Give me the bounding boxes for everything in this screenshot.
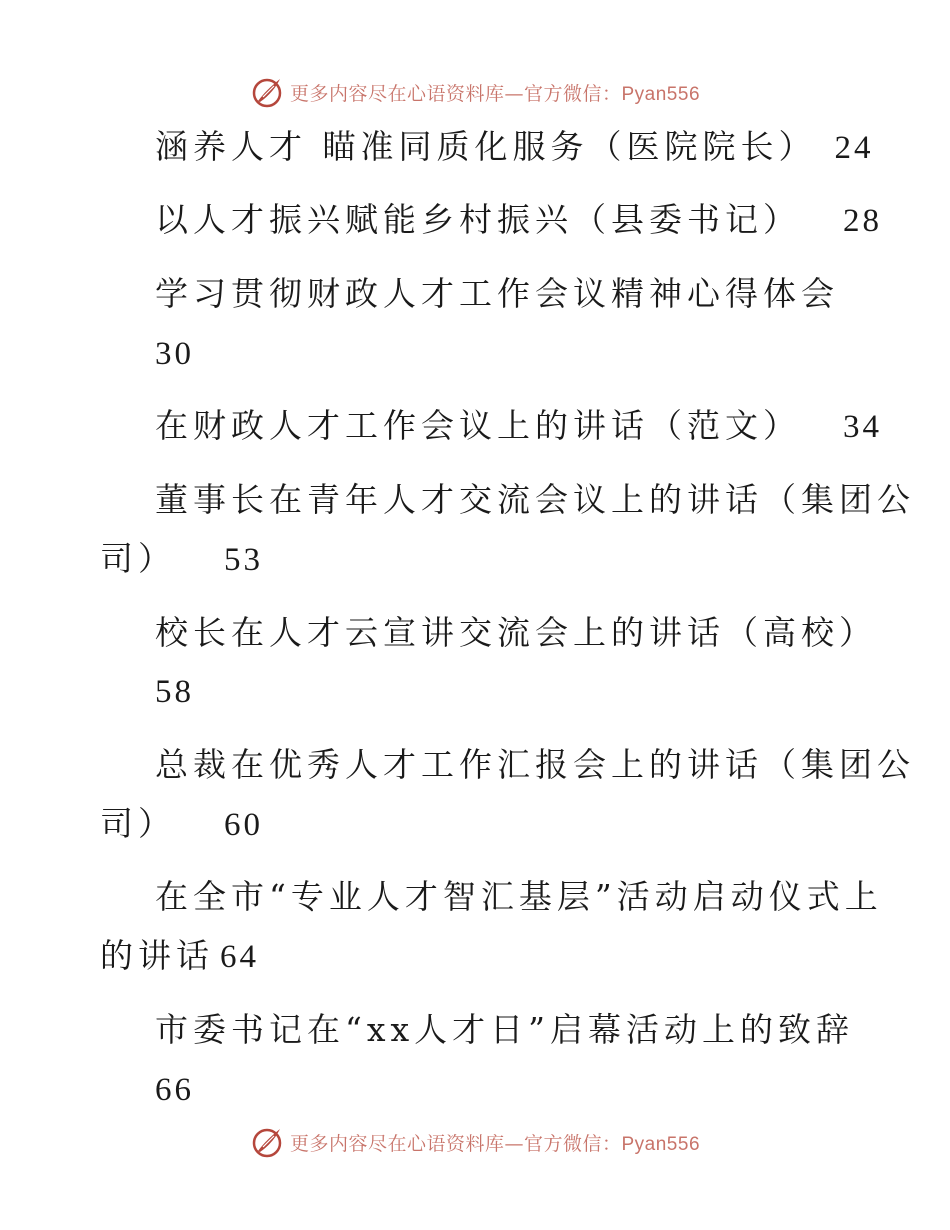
toc-entry-page: 53 xyxy=(224,542,263,578)
toc-entry[interactable] xyxy=(155,480,915,520)
toc-entry-page: 34 xyxy=(843,409,882,445)
toc-entry-page: 24 xyxy=(834,130,874,166)
toc-entry-page: 30 xyxy=(155,336,194,372)
quill-pen-logo-icon xyxy=(250,1125,284,1159)
toc-entry-page: 28 xyxy=(843,203,882,239)
toc-entry[interactable] xyxy=(155,1010,854,1050)
toc-entry[interactable] xyxy=(155,200,882,240)
quill-pen-logo-icon xyxy=(250,75,284,109)
toc-entry-title: 的讲话 xyxy=(100,936,214,975)
watermark-wechat-id: Pyan556 xyxy=(621,83,701,105)
watermark-text xyxy=(290,1129,700,1156)
toc-entry[interactable] xyxy=(155,613,877,653)
toc-entry-continued[interactable] xyxy=(100,804,263,844)
toc-entry-title: 以人才振兴赋能乡村振兴（县委书记） xyxy=(155,200,801,239)
toc-entry[interactable] xyxy=(155,406,882,446)
toc-entry-title: 司） xyxy=(100,804,176,843)
toc-entry-title: 市委书记在“xx人才日”启幕活动上的致辞 xyxy=(155,1010,854,1049)
toc-entry-title: 董事长在青年人才交流会议上的讲话（集团公 xyxy=(155,480,915,519)
toc-entry-continued[interactable] xyxy=(155,1069,194,1109)
toc-entry[interactable] xyxy=(155,127,874,167)
toc-entry-title: 在财政人才工作会议上的讲话（范文） xyxy=(155,406,801,445)
toc-entry[interactable] xyxy=(155,274,839,314)
toc-entry-continued[interactable] xyxy=(155,333,194,373)
toc-entry-page: 64 xyxy=(220,939,259,975)
watermark-wechat-id: Pyan556 xyxy=(621,1133,701,1155)
toc-entry-page: 66 xyxy=(155,1072,194,1108)
toc-entry[interactable] xyxy=(155,877,883,917)
toc-entry[interactable] xyxy=(155,745,915,785)
toc-entry-title: 在全市“专业人才智汇基层”活动启动仪式上 xyxy=(155,877,883,916)
watermark-footer xyxy=(0,1122,950,1162)
toc-entry-continued[interactable] xyxy=(100,936,259,976)
toc-entry-title: 涵养人才 瞄准同质化服务（医院院长） xyxy=(155,127,817,166)
toc-entry-title: 总裁在优秀人才工作汇报会上的讲话（集团公 xyxy=(155,745,915,784)
toc-entry-title: 司） xyxy=(100,539,176,578)
toc-entry-title: 学习贯彻财政人才工作会议精神心得体会 xyxy=(155,274,839,313)
toc-entry-page: 60 xyxy=(224,807,263,843)
toc-entry-title: 校长在人才云宣讲交流会上的讲话（高校） xyxy=(155,613,877,652)
watermark-label: 更多内容尽在心语资料库—官方微信： xyxy=(289,82,622,105)
watermark-header xyxy=(0,72,950,112)
toc-entry-page: 58 xyxy=(155,674,194,710)
watermark-label: 更多内容尽在心语资料库—官方微信： xyxy=(289,1132,622,1155)
watermark-text xyxy=(290,79,700,106)
toc-entry-continued[interactable] xyxy=(100,539,263,579)
toc-entry-continued[interactable] xyxy=(155,671,194,711)
